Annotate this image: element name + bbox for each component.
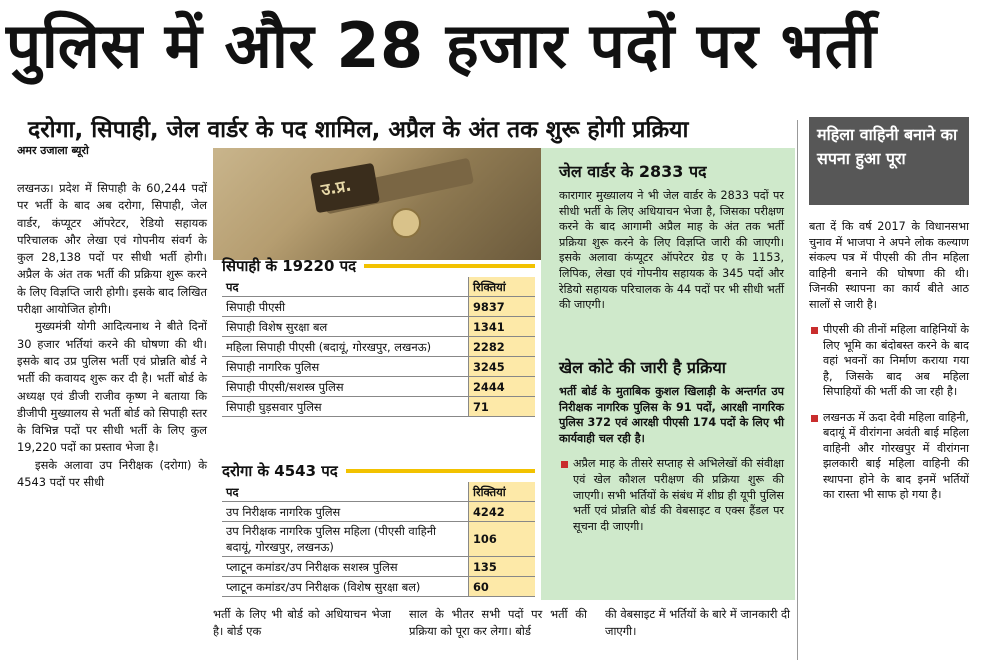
post-cell: महिला सिपाही पीएसी (बदायूं, गोरखपुर, लखनऊ) bbox=[222, 337, 469, 357]
count-cell: 1341 bbox=[469, 317, 536, 337]
police-uniform-photo bbox=[213, 148, 541, 260]
title-bar bbox=[364, 264, 535, 268]
uniform-button bbox=[391, 208, 421, 238]
table-row bbox=[222, 577, 535, 597]
count-cell: 135 bbox=[469, 557, 536, 577]
section-heading: खेल कोटे की जारी है प्रक्रिया bbox=[559, 358, 726, 377]
table-row bbox=[222, 317, 535, 337]
table-row bbox=[222, 557, 535, 577]
table-row bbox=[222, 377, 535, 397]
bottom-column-2: साल के भीतर सभी पदों पर भर्ती की प्रक्रिया को पूरा कर लेगा। बोर्ड bbox=[409, 607, 587, 638]
table-row bbox=[222, 357, 535, 377]
count-cell: 2444 bbox=[469, 377, 536, 397]
count-cell: 71 bbox=[469, 397, 536, 417]
count-cell: 3245 bbox=[469, 357, 536, 377]
paragraph: मुख्यमंत्री योगी आदित्यनाथ ने बीते दिनों 30 हजार भर्तियां करने की घोषणा की थी। इसके बाद उप्र पुलिस भर्ती एवं प्रोन्नति बोर्ड ने भर्ती की कवायद शुरू कर दी है। भर्ती बोर्ड के अध्यक्ष एवं डीजी राजीव कृष्ण ने बताया कि डीजीपी मुख्यालय से भर्ती बोर्ड को सिपाही स्तर के विभिन्न पदों पर सीधी भर्ती के लिए कुल 19,220 पदों का प्रस्ताव भेजा है। bbox=[17, 319, 207, 455]
bullet-square-icon bbox=[561, 461, 568, 468]
byline: अमर उजाला ब्यूरो bbox=[17, 144, 89, 157]
paragraph: इसके अलावा उप निरीक्षक (दरोगा) के 4543 पदों पर सीधी bbox=[17, 457, 207, 490]
post-cell: प्लाटून कमांडर/उप निरीक्षक (विशेष सुरक्षा बल) bbox=[222, 577, 469, 597]
post-cell: सिपाही विशेष सुरक्षा बल bbox=[222, 317, 469, 337]
constable-posts-table bbox=[222, 255, 535, 417]
bottom-column-3: की वेबसाइट में भर्तियों के बारे में जानकारी दी जाएगी। bbox=[605, 607, 791, 638]
section-text: भर्ती बोर्ड के मुताबिक कुशल खिलाड़ी के अन्तर्गत उप निरीक्षक नागरिक पुलिस के 91 पदों, आरक्षी नागरिक पुलिस 372 एवं आरक्षी पीएसी 174 पदों के लिए भी कार्यवाही चल रही है। bbox=[559, 385, 784, 445]
table-header-row bbox=[222, 482, 535, 502]
post-cell: सिपाही घुड़सवार पुलिस bbox=[222, 397, 469, 417]
sidebar bbox=[809, 117, 969, 503]
bullet-item bbox=[559, 456, 784, 534]
count-cell: 4242 bbox=[469, 502, 536, 522]
count-cell: 60 bbox=[469, 577, 536, 597]
green-info-box bbox=[541, 148, 795, 600]
table-row bbox=[222, 397, 535, 417]
post-cell: सिपाही नागरिक पुलिस bbox=[222, 357, 469, 377]
sidebar-text: बता दें कि वर्ष 2017 के विधानसभा चुनाव में भाजपा ने अपने लोक कल्याण संकल्प पत्र में पीएसी की तीन महिला वाहिनी बनाने की घोषणा की थी। जिनकी स्थापना का कार्य बीते आठ सालों से जारी है। bbox=[809, 220, 969, 311]
count-cell: 9837 bbox=[469, 297, 536, 317]
column-header-post: पद bbox=[222, 482, 469, 502]
bullet-item bbox=[809, 322, 969, 400]
table-title-row bbox=[222, 255, 535, 277]
table-row bbox=[222, 522, 535, 557]
table bbox=[222, 482, 535, 597]
bullet-square-icon bbox=[811, 415, 818, 422]
post-cell: उप निरीक्षक नागरिक पुलिस bbox=[222, 502, 469, 522]
table-row bbox=[222, 297, 535, 317]
table-title: दरोगा के 4543 पद bbox=[222, 462, 338, 480]
bullet-text: लखनऊ में ऊदा देवी महिला वाहिनी, बदायूं में वीरांगना अवंती बाई महिला वाहिनी और गोरखपुर में वीरांगना झलकारी बाई महिला वाहिनी की स्थापना होने के बाद इनमें भर्तियों का रास्ता भी साफ हो गया है। bbox=[823, 410, 969, 501]
jail-warder-section bbox=[559, 160, 784, 313]
sidebar-title: महिला वाहिनी बनाने का सपना हुआ पूरा bbox=[809, 117, 969, 205]
table-row bbox=[222, 337, 535, 357]
post-cell: सिपाही पीएसी/सशस्त्र पुलिस bbox=[222, 377, 469, 397]
headline-area bbox=[0, 0, 985, 110]
photo-badge-text: उ.प्र. bbox=[319, 175, 353, 200]
bullet-square-icon bbox=[811, 327, 818, 334]
bullet-item bbox=[809, 410, 969, 503]
bullet-text: अप्रैल माह के तीसरे सप्ताह से अभिलेखों की संवीक्षा एवं खेल कौशल परीक्षण की प्रक्रिया शुरू की जाएगी। सभी भर्तियों के संबंध में शीघ्र ही यूपी पुलिस भर्ती एवं प्रोन्नति बोर्ड की वेबसाइट व एक्स हैंडल पर सूचना दी जाएगी। bbox=[573, 457, 784, 533]
count-cell: 106 bbox=[469, 522, 536, 557]
section-text: कारागार मुख्यालय ने भी जेल वार्डर के 2833 पदों पर सीधी भर्ती के लिए अधियाचन भेजा है, जिसका परीक्षण करने के बाद आगामी अप्रैल माह के अंत तक भर्ती प्रक्रिया शुरू करने के लिए विज्ञप्ति जारी की जाएगी। इसके अलावा कंप्यूटर ऑपरेटर ग्रेड ए के 1153, लिपिक, लेखा एवं गोपनीय सहायक के 345 पदों और रेडियो सहायक परिचालक के 44 पदों पर भी सीधी भर्ती की जाएगी। bbox=[559, 189, 784, 312]
bottom-column-1: भर्ती के लिए भी बोर्ड को अधियाचन भेजा है। बोर्ड एक bbox=[213, 607, 391, 638]
article-column-1 bbox=[17, 180, 207, 491]
bullet-text: पीएसी की तीनों महिला वाहिनियों के लिए भूमि का बंदोबस्त करने के बाद वहां भवनों का निर्माण कराया गया है, जिसके बाद अब महिला सिपाहियों की भर्ती की जा रही है। bbox=[823, 323, 969, 398]
post-cell: सिपाही पीएसी bbox=[222, 297, 469, 317]
title-bar bbox=[346, 469, 535, 473]
table-header-row bbox=[222, 277, 535, 297]
column-divider bbox=[797, 120, 798, 660]
column-header-vacancy: रिक्तियां bbox=[469, 482, 536, 502]
post-cell: उप निरीक्षक नागरिक पुलिस महिला (पीएसी वाहिनी बदायूं, गोरखपुर, लखनऊ) bbox=[222, 522, 469, 557]
table-title-row bbox=[222, 460, 535, 482]
sub-inspector-posts-table bbox=[222, 460, 535, 597]
post-cell: प्लाटून कमांडर/उप निरीक्षक सशस्त्र पुलिस bbox=[222, 557, 469, 577]
paragraph: लखनऊ। प्रदेश में सिपाही के 60,244 पदों पर भर्ती के बाद अब दरोगा, सिपाही, जेल वार्डर, कंप्यूटर ऑपरेटर, रेडियो सहायक परिचालक और लेखा एवं गोपनीय संवर्ग के कुल 28,138 पदों पर सीधी भर्ती होगी। अप्रैल के अंत तक भर्ती की प्रक्रिया शुरू करने के लिए विज्ञप्ति जारी होगी। इसके बाद लिखित परीक्षा आयोजित होगी। bbox=[17, 181, 207, 317]
table bbox=[222, 277, 535, 417]
headline: पुलिस में और 28 हजार पदों पर भर्ती bbox=[6, 9, 877, 82]
sports-quota-section bbox=[559, 356, 784, 534]
count-cell: 2282 bbox=[469, 337, 536, 357]
table-row bbox=[222, 502, 535, 522]
section-heading: जेल वार्डर के 2833 पद bbox=[559, 162, 707, 181]
table-title: सिपाही के 19220 पद bbox=[222, 257, 357, 275]
subheadline: दरोगा, सिपाही, जेल वार्डर के पद शामिल, अप्रैल के अंत तक शुरू होगी प्रक्रिया bbox=[28, 117, 689, 143]
column-header-vacancy: रिक्तियां bbox=[469, 277, 536, 297]
column-header-post: पद bbox=[222, 277, 469, 297]
